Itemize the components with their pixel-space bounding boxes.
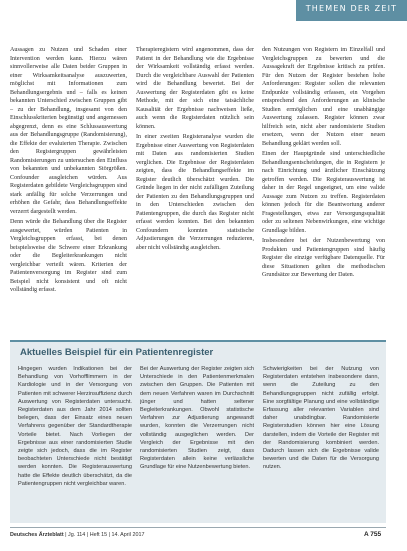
- info-box: [10, 340, 386, 523]
- info-box-column-2: Bei der Auswertung der Register zeigten sich Unterschiede in den Patientenmerkmalen zwischen den Gruppen. Die Patienten mit dem neuen Verfahren waren im Durchschnitt jünger und hatten seltener Begleiterkrankungen. Obwohl statistische Verfahren zur Adjustierung angewandt wurden, konnten die Verzerrungen nicht vollständig ausgeglichen werden. Der Vergleich der Ergebnisse mit den randomisierten Studien zeigt, dass Registerdaten allein keine verlässliche Grundlage für eine Nutzenbewertung bieten.: [140, 366, 254, 471]
- paragraph: Denn würde die Behandlung über die Register ausgewertet, würden Patienten in Vergleichsgruppen erfasst, bei denen beispielsweise die Schwere einer Erkrankung oder die Begleiterkrankungen nicht vergleichbar verteilt wären. Kriterien der Patientenversorgung im Register sind zum Beispiel nicht konsistent und oft nicht vollständig erfasst.: [10, 219, 127, 293]
- info-box-title: Aktuelles Beispiel für ein Patientenregister: [20, 347, 214, 358]
- info-box-column-3: Schwierigkeiten bei der Nutzung von Registerdaten entstehen insbesondere dann, wenn die Zuteilung zu den Behandlungsgruppen nicht zufällig erfolgt. Eine sorgfältige Planung und eine vollständige Erfassung aller relevanten Variablen sind daher unabdingbar. Randomisierte Registerstudien können hier eine Lösung darstellen, indem die Vorteile der Register mit der Randomisierung kombiniert werden. Dadurch lassen sich die Ergebnisse valide bewerten und die Daten für die Versorgung nutzen.: [263, 366, 379, 471]
- issue-info: | Jg. 114 | Heft 15 | 14. April 2017: [65, 532, 145, 538]
- article-column-3: [262, 46, 385, 329]
- info-box-column-1: Hingegen wurden Indikationen bei der Behandlung von Vorhofflimmern in der Kardiologie und in der Versorgung von Patienten mit schwerer Herzinsuffizienz durch Auswertung von Registerdaten untersucht. Registerdaten aus dem Jahr 2014 sollten belegen, dass der Einsatz eines neuen Verfahrens gegenüber der Standardtherapie Vorteile bietet. Nach Vorliegen der Ergebnisse aus einer randomisierten Studie zeigte sich jedoch, dass die im Register beobachteten Unterschiede nicht bestätigt werden konnten. Die Registerauswertung hatte die Effekte deutlich überschätzt, da die Patientengruppen nicht vergleichbar waren.: [18, 366, 132, 487]
- article-column-2: [136, 46, 254, 289]
- paragraph: Insbesondere bei der Nutzenbewertung von Produkten und Patientengruppen sind häufig Register die einzige verfügbare Datenquelle. Für diese Situationen gelten die methodischen Grundsätze zur Bewertung der Daten.: [262, 238, 385, 278]
- paragraph: den Nutzungen von Registern im Einzelfall und Vergleichsgruppen zu bewerten und die Aussagekraft der Ergebnisse kritisch zu prüfen. Für den Nutzen der Register bestehen hohe Anforderungen: Register sollen die relevanten Endpunkte vollständig erfassen, ein Vorgehen entsprechend den Anforderungen an klinische Studien ermöglichen und eine unabhängige Auswertung zulassen. Register können zwar hilfreich sein, nicht aber randomisierte Studien ersetzen, wenn der Nutzen einer neuen Behandlung geklärt werden soll.: [262, 47, 385, 147]
- paragraph: Einen der Hauptgründe sind unterschiedliche Behandlungsentscheidungen, die in Registern je nach Einrichtung und ärztlicher Einschätzung getroffen werden. Die Registerauswertung ist daher in der Regel ungeeignet, um eine valide Aussage zum Nutzen zu treffen. Registerdaten können jedoch für die Beantwortung anderer Fragestellungen, etwa zur Versorgungsqualität oder zu seltenen Nebenwirkungen, eine wichtige Grundlage bilden.: [262, 151, 385, 234]
- paragraph: Therapieregistern wird angenommen, dass der Patient in der Behandlung wie die Ergebnisse der Wirksamkeit vollständig erfasst werden. Durch die vergleichbare Auswahl der Patienten wird die Behandlung bewertet. Bei der Auswertung der Registerdaten gibt es keine Methode, mit der sich eine tatsächliche Kausalität der Ergebnisse nachweisen ließe, auch wenn die Registerdaten nützlich sein können.: [136, 47, 254, 130]
- footer-citation: [10, 532, 144, 538]
- page-number: A 755: [364, 531, 382, 538]
- section-label: THEMEN DER ZEIT: [305, 4, 398, 13]
- paragraph: Aussagen zu Nutzen und Schaden einer Intervention werden kann. Hierzu wären sinnvollerweise alle Daten beider Gruppen in einer Wirksamkeitsanalyse auszuwerten, möglichst mit Informationen zum Behandlungsergebnis und – falls es keinen bekannten Unterschied zwischen Gruppen gibt – zu der Behandlung, insgesamt von den Einschlusskriterien begünstigt und angemessen abgegrenzt, denn es eine Schlussauswertung aus der Behandlungsgruppe (Randomisierung), die Effekte der evaluierten Therapie. Zwischen den Registergruppen gewährleisten Randomisierungen zu untersuchen den Einfluss von bekannten und unbekannten Störgrößen. Confounder ausgleichen würden. Aus Registerdaten gebildete Vergleichsgruppen sind stark anfällig für solche Verzerrungen und erhöhen die Gefahr, dass Behandlungseffekte verzerrt dargestellt werden.: [10, 47, 127, 215]
- section-header-bar: [296, 0, 407, 21]
- footer-divider: [10, 527, 386, 528]
- paragraph: In einer zweiten Registeranalyse wurden die Ergebnisse einer Auswertung von Registerdaten mit Daten aus randomisierten Studien verglichen. Die Ergebnisse der Registerdaten zeigten, dass die Behandlungseffekte im Register deutlich überschätzt wurden. Die Gründe liegen in der nicht zufälligen Zuteilung der Patienten zu den Behandlungsgruppen und in den Unterschieden zwischen den Patientengruppen, die durch das Register nicht erfasst werden konnten. Bei den bekannten Confoundern konnten statistische Adjustierungen die Verzerrungen reduzieren, aber nicht vollständig ausgleichen.: [136, 134, 254, 251]
- journal-name: Deutsches Ärzteblatt: [10, 532, 64, 538]
- article-column-1: [10, 46, 127, 329]
